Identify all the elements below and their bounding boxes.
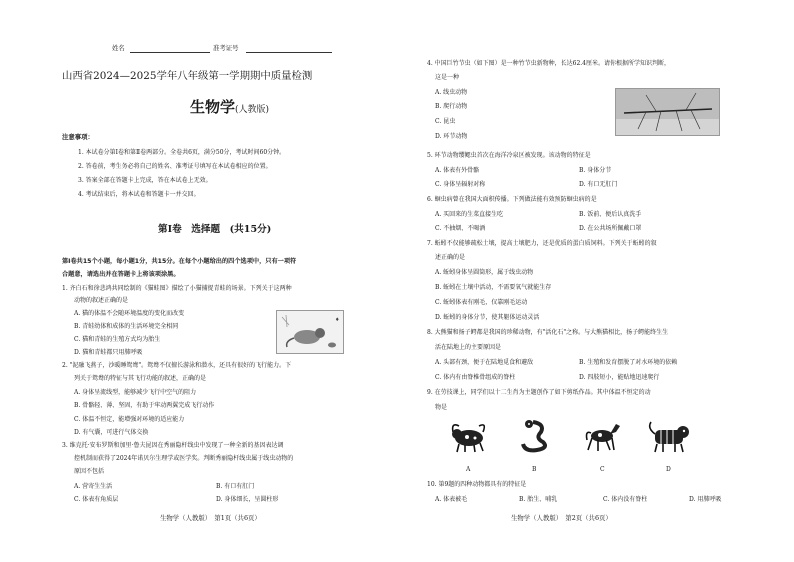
paper-cut-ox	[447, 418, 489, 454]
q7-option-c: C. 蚯蚓体表有刚毛，仅靠刚毛运动	[435, 299, 528, 306]
q6-option-c: C. 不抽烟、不喝酒	[435, 225, 486, 232]
q4-option-a: A. 线虫动物	[435, 89, 468, 96]
q10-option-c: C. 体内没有脊柱	[603, 496, 648, 503]
q1-stem-1: 1. 齐白石和徐悲鸿共同绘制的《猫蛙图》描绘了小猫捕捉青蛙的场景。下列关于这两种	[62, 285, 292, 292]
q6-stem: 6. 蛔虫病曾在我国大面积传播。下列做法能有效预防蛔虫病的是	[427, 196, 597, 203]
q1-option-d: D. 猫和青蛙都只用肺呼吸	[74, 349, 143, 356]
q1-stem-2: 动物的叙述正确的是	[74, 297, 129, 304]
q5-option-d: D. 有口无肛门	[579, 181, 618, 188]
q5-option-a: A. 体表有外骨骼	[435, 167, 480, 174]
q3-stem-1: 3. 维克托·安布罗斯和加里·鲁夫昆因在秀丽隐杆线虫中发现了一种全新的基因表达调	[62, 442, 284, 449]
q9-stem-2: 物是	[435, 404, 448, 411]
q9-label-c: C	[600, 466, 605, 473]
q1-option-a: A. 猫的体温不会随环境温度的变化而改变	[74, 310, 185, 317]
subject-edition: (人教版)	[235, 105, 270, 115]
q3-stem-2: 控机制而获得了2024年诺贝尔生理学或医学奖。判断秀丽隐杆线虫属于线虫动物的	[74, 455, 294, 462]
q6-option-a: A. 买回来的生菜直接生吃	[435, 211, 504, 218]
q2-option-d: D. 有气囊，可进行气体交换	[74, 429, 149, 436]
q2-option-c: C. 体温不恒定，能增强对环境的适应能力	[74, 416, 185, 423]
q6-option-b: B. 饭前、便后认真洗手	[579, 211, 642, 218]
q2-option-a: A. 身体呈流线型，能够减少飞行中空气的阻力	[74, 389, 197, 396]
notice-4: 4. 考试结束后，将本试卷和答题卡一并交回。	[78, 191, 200, 198]
paper-cut-horse	[584, 418, 622, 454]
name-label: 姓名	[112, 44, 125, 52]
q7-stem-1: 7. 蚯蚓不仅能够疏松土壤，提高土壤肥力，还是优质的蛋白质饲料。下列关于蚯蚓的叙	[427, 240, 657, 247]
notice-1: 1. 本试卷分第Ⅰ卷和第Ⅱ卷两部分。全卷共6页，满分50分，考试时间60分钟。	[78, 149, 286, 156]
stick-insect-photo	[615, 88, 720, 136]
subject-title	[190, 98, 269, 119]
q7-stem-2: 述正确的是	[435, 254, 466, 261]
q8-option-a: A. 头部有颈，便于在陆地觅食和避敌	[435, 359, 534, 366]
q3-stem-3: 原因不包括	[74, 468, 105, 475]
paper-cut-tiger	[647, 418, 691, 454]
q4-stem-2: 这是一种	[435, 74, 460, 81]
q8-stem-1: 8. 大熊猫和扬子鳄都是我国的珍稀动物，有"活化石"之称。与大熊猫相比，扬子鳄能终生生	[427, 329, 669, 336]
page1-footer: 生物学（人教版） 第1页（共6页）	[160, 514, 261, 522]
q5-option-c: C. 身体呈辐射对称	[435, 181, 486, 188]
q3-option-b: B. 有口有肛门	[216, 483, 255, 490]
q1-option-c: C. 猫和青蛙的生殖方式均为胎生	[74, 336, 161, 343]
q10-stem: 10. 第9题的四种动物都具有的特征是	[427, 481, 527, 488]
section-title: 第Ⅰ卷 选择题 (共15分)	[158, 224, 272, 235]
section-intro-2: 合题意，请选出并在答题卡上将该项涂黑。	[62, 271, 180, 278]
q7-option-b: B. 蚯蚓在土壤中活动，不需要氧气就能生存	[435, 284, 552, 291]
q8-stem-2: 活在陆地上的主要原因是	[435, 344, 502, 351]
id-blank	[246, 52, 332, 53]
q4-option-b: B. 爬行动物	[435, 103, 468, 110]
q2-stem-1: 2. "泥融飞燕子，沙暖睡鸳鸯"。鸳鸯不仅擅长游泳和潜水，还具有很好的飞行能力。下	[62, 362, 292, 369]
q1-option-b: B. 青蛙幼体和成体的生活环境完全相同	[74, 323, 179, 330]
q2-option-b: B. 骨骼轻、薄、坚固，有助于牢动两翼完成飞行动作	[74, 402, 215, 409]
q4-option-d: D. 环节动物	[435, 133, 468, 140]
q5-option-b: B. 身体分节	[579, 167, 612, 174]
q4-option-c: C. 昆虫	[435, 118, 456, 125]
q10-option-b: B. 胎生、哺乳	[519, 496, 558, 503]
q2-stem-2: 列关于鸳鸯的特征与其飞行功能的叙述，正确的是	[74, 375, 207, 382]
q8-option-c: C. 体内有由脊椎骨组成的脊柱	[435, 374, 516, 381]
q10-option-a: A. 体表被毛	[435, 496, 468, 503]
notice-2: 2. 答卷前，考生务必将自己的姓名、准考证号填写在本试卷相应的位置。	[78, 163, 272, 170]
q6-option-d: D. 在公共场所佩戴口罩	[579, 225, 642, 232]
section-intro-1: 第Ⅰ卷共15个小题，每小题1分，共15分。在每个小题给出的四个选项中，只有一项符	[62, 258, 297, 265]
q3-option-a: A. 营寄生生活	[74, 483, 113, 490]
notice-title: 注意事项：	[62, 133, 94, 141]
q9-label-b: B	[532, 466, 537, 473]
notice-3: 3. 答案全部在答题卡上完成，答在本试卷上无效。	[78, 177, 212, 184]
q10-option-d: D. 用肺呼吸	[689, 496, 722, 503]
q3-option-c: C. 体表有角质层	[74, 496, 119, 503]
q9-label-d: D	[666, 466, 671, 473]
paper-cut-snake	[515, 418, 551, 454]
name-blank	[130, 52, 210, 53]
q7-option-d: D. 蚯蚓的身体分节，使其躯体运动灵活	[435, 314, 540, 321]
exam-page-2	[397, 0, 794, 562]
q3-option-d: D. 身体细长，呈圆柱形	[216, 496, 279, 503]
subject-name: 生物学	[190, 98, 236, 116]
id-label: 准考证号	[213, 44, 239, 52]
exam-title: 山西省2024—2025学年八年级第一学期期中质量检测	[62, 70, 313, 82]
q8-option-b: B. 生殖和发育摆脱了对水环境的依赖	[579, 359, 678, 366]
page2-footer: 生物学（人教版） 第2页（共6页）	[511, 514, 612, 522]
q7-option-a: A. 蚯蚓身体呈圆筒形，属于线虫动物	[435, 269, 534, 276]
q9-stem-1: 9. 在劳技课上，同学们以十二生肖为主题创作了如下剪纸作品。其中体温不恒定的动	[427, 389, 651, 396]
q9-label-a: A	[466, 466, 471, 473]
svg-text:♦: ♦	[335, 317, 340, 323]
q5-stem: 5. 环节动物缨鳃虫首次在海洋冷泉区被发现。该动物的特征是	[427, 152, 591, 159]
q4-stem-1: 4. 中国巨竹节虫（如下图）是一种竹节虫新物种，长达62.4厘米。请你根据所学知识判断，	[427, 60, 670, 67]
q8-option-d: D. 四肢短小，能贴地迅速爬行	[579, 374, 660, 381]
cat-frog-painting	[276, 310, 344, 354]
